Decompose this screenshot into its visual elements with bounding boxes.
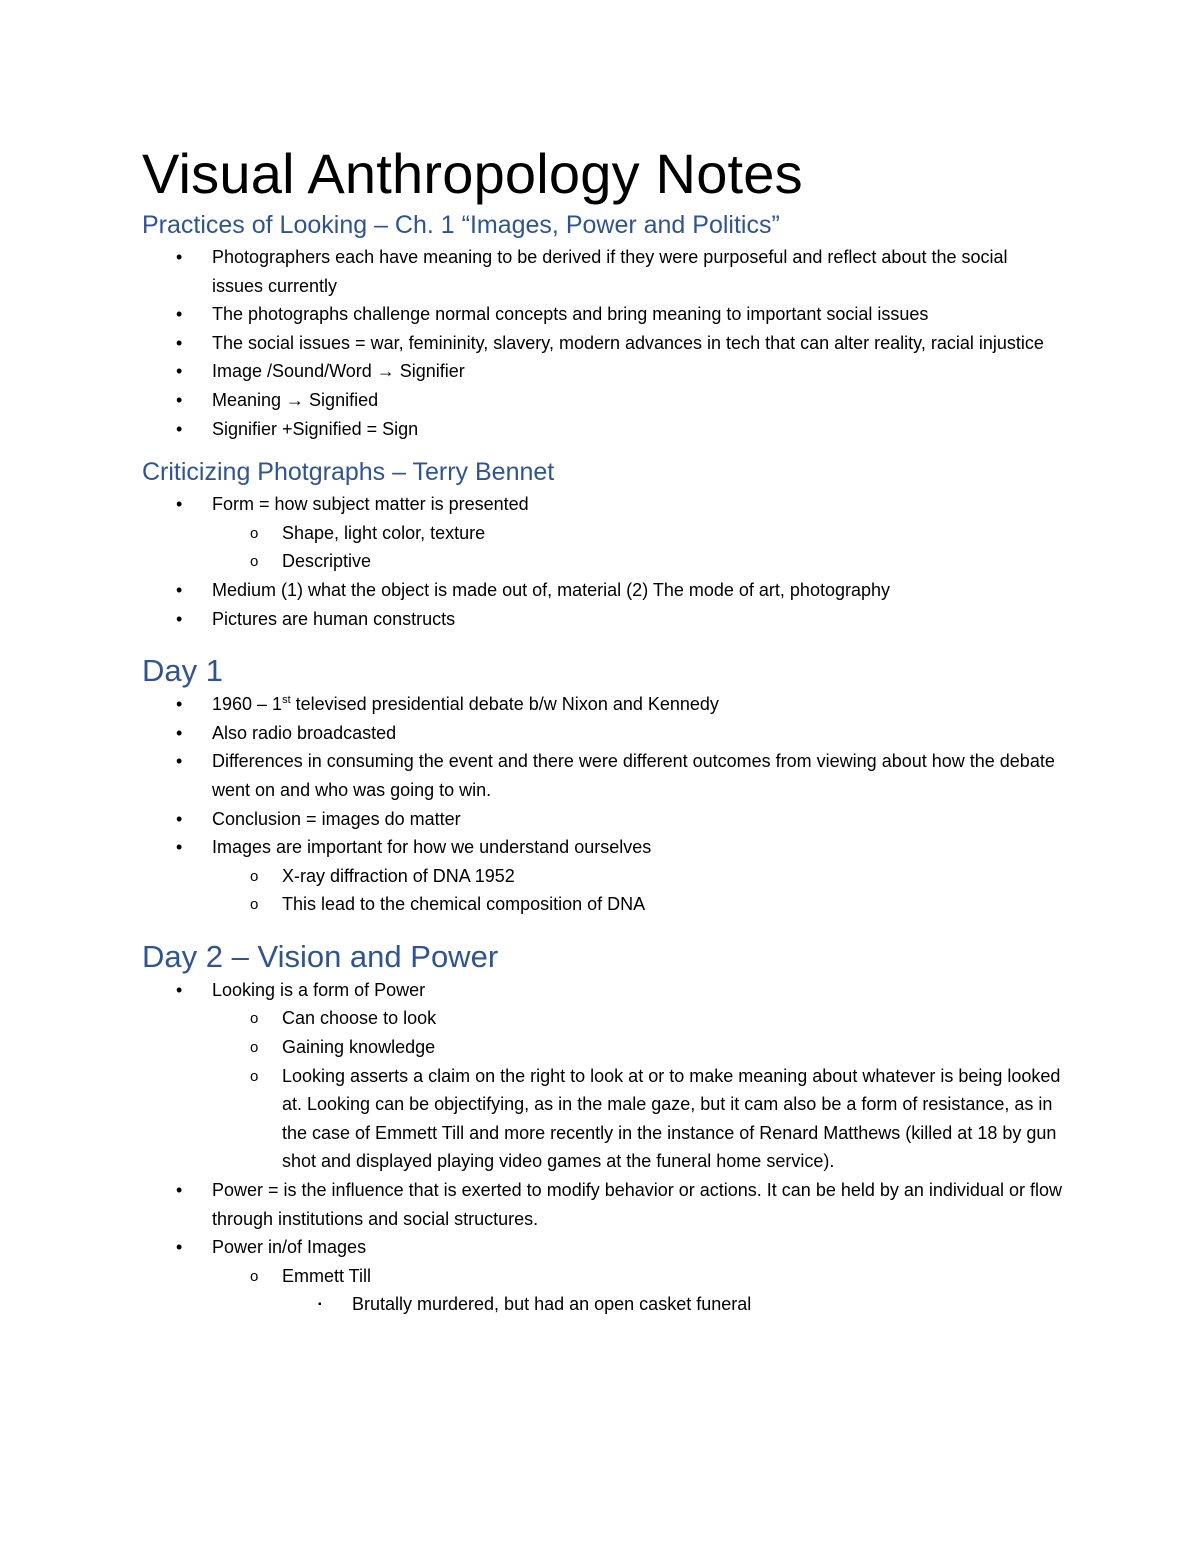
- list-item: [142, 690, 1062, 719]
- list-item-text: Images are important for how we understand ourselves: [212, 837, 652, 858]
- list-item-text: Meaning → Signified: [212, 389, 379, 410]
- bullet-marker: •: [176, 418, 183, 439]
- list-item: [142, 719, 1062, 748]
- sub-bullet-marker: o: [250, 1039, 259, 1057]
- bullet-marker: •: [176, 247, 183, 267]
- list-item-text-rest: televised presidential debate b/w Nixon and Kennedy: [290, 694, 719, 715]
- sub-bullet-marker: o: [250, 553, 259, 571]
- list-item-text-prefix: 1960 – 1: [212, 694, 283, 715]
- bullet-marker: •: [176, 389, 183, 410]
- list-item-text: Gaining knowledge: [282, 1037, 436, 1058]
- list-item-text: Medium (1) what the object is made out of, material (2) The mode of art, photography: [212, 579, 891, 600]
- section-heading: Practices of Looking – Ch. 1 “Images, Power and Politics”: [142, 211, 780, 239]
- list-item-text: This lead to the chemical composition of DNA: [282, 894, 646, 915]
- list-item-text: Emmett Till: [282, 1265, 372, 1286]
- ordinal-suffix: st: [282, 694, 291, 707]
- list-item-text: Looking asserts a claim on the right to look at or to make meaning about whatever is being looked at. Looking can be objectifying, as in the male gaze, but it cam also be a form of resistance, as in the case of Emmett Till and more recently in the instance of Renard Matthews (killed at 18 by gun shot and displayed playing video games at the funeral home service).: [282, 1065, 1061, 1172]
- bullet-marker: •: [176, 808, 183, 829]
- list-item-text: Descriptive: [282, 551, 372, 572]
- bullet-marker: •: [176, 1237, 183, 1258]
- bullet-marker: •: [176, 332, 183, 353]
- bullet-marker: •: [176, 1180, 183, 1201]
- section-practices-of-looking: [142, 210, 1062, 443]
- bullet-list: [142, 976, 1062, 1319]
- list-item-text: The social issues = war, femininity, slavery, modern advances in tech that can alter reality, racial injustice: [212, 332, 1044, 353]
- sub-list-item: [142, 1262, 1062, 1291]
- sub-bullet-marker: o: [250, 524, 259, 542]
- list-item: [142, 415, 1062, 444]
- sub-list-item: [142, 519, 1062, 548]
- list-item: [142, 976, 1062, 1005]
- list-item-text: Looking is a form of Power: [212, 979, 426, 1000]
- sub-list-item: [142, 1062, 1062, 1176]
- list-item: [142, 576, 1062, 605]
- list-item-text: Pictures are human constructs: [212, 608, 456, 629]
- list-item-text: Power in/of Images: [212, 1237, 367, 1258]
- list-item: [142, 1233, 1062, 1262]
- list-item-text: Image /Sound/Word → Signifier: [212, 361, 465, 382]
- bullet-list: [142, 243, 1062, 443]
- document-body: [142, 138, 1062, 1319]
- bullet-marker: •: [176, 361, 183, 382]
- section-heading: Criticizing Photgraphs – Terry Bennet: [142, 458, 555, 487]
- bullet-marker: •: [176, 494, 183, 515]
- bullet-marker: •: [176, 304, 183, 325]
- page-title: Visual Anthropology Notes: [142, 142, 803, 205]
- list-item: [142, 357, 1062, 386]
- bullet-marker: •: [176, 837, 183, 858]
- sub-bullet-marker: o: [250, 1267, 259, 1285]
- list-item: [142, 1176, 1062, 1233]
- list-item-text: Photographers each have meaning to be derived if they were purposeful and reflect about the social issues currently: [212, 247, 1008, 296]
- list-item-text: Power = is the influence that is exerted to modify behavior or actions. It can be held by an individual or flow through institutions and social structures.: [212, 1180, 1062, 1229]
- bullet-marker: •: [176, 694, 183, 715]
- list-item-text: Signifier +Signified = Sign: [212, 418, 419, 439]
- sub-list-item: [142, 890, 1062, 919]
- bullet-list: [142, 690, 1062, 919]
- square-bullet-marker: ▪: [318, 1299, 322, 1311]
- section-heading: Day 1: [142, 653, 223, 689]
- list-item: [142, 605, 1062, 634]
- list-item: [142, 747, 1062, 804]
- sub-list-item: [142, 1004, 1062, 1033]
- bullet-marker: •: [176, 608, 183, 629]
- sub-list-item: [142, 862, 1062, 891]
- sub-list-item: [142, 547, 1062, 576]
- list-item-text: Shape, light color, texture: [282, 522, 486, 543]
- sub-bullet-marker: o: [250, 1010, 259, 1028]
- section-criticizing-photographs: [142, 457, 1062, 633]
- sub-bullet-marker: o: [250, 1067, 259, 1085]
- list-item: [142, 329, 1062, 358]
- list-item-text: Differences in consuming the event and there were different outcomes from viewing about how the debate went on and who was going to win.: [212, 751, 1055, 800]
- bullet-marker: •: [176, 979, 183, 1000]
- list-item-text: Conclusion = images do matter: [212, 808, 461, 829]
- section-heading: Day 2 – Vision and Power: [142, 938, 499, 974]
- section-day-2: [142, 938, 1062, 1319]
- sub-bullet-marker: o: [250, 867, 259, 885]
- list-item: [142, 805, 1062, 834]
- bullet-marker: •: [176, 722, 183, 743]
- list-item-text: Can choose to look: [282, 1008, 437, 1029]
- list-item-text: Brutally murdered, but had an open casket funeral: [352, 1294, 752, 1315]
- list-item: [142, 490, 1062, 519]
- list-item: [142, 386, 1062, 415]
- sub-list-item: [142, 1033, 1062, 1062]
- list-item-text: Also radio broadcasted: [212, 722, 397, 743]
- sub-bullet-marker: o: [250, 896, 259, 914]
- list-item-text: The photographs challenge normal concepts and bring meaning to important social issues: [212, 304, 929, 325]
- list-item: [142, 300, 1062, 329]
- bullet-marker: •: [176, 751, 183, 772]
- section-day-1: [142, 652, 1062, 919]
- bullet-marker: •: [176, 579, 183, 600]
- list-item: [142, 243, 1062, 300]
- sub-sub-list-item: [142, 1290, 1062, 1319]
- list-item: [142, 833, 1062, 862]
- bullet-list: [142, 490, 1062, 633]
- list-item-text: X-ray diffraction of DNA 1952: [282, 865, 515, 886]
- list-item-text: Form = how subject matter is presented: [212, 494, 529, 515]
